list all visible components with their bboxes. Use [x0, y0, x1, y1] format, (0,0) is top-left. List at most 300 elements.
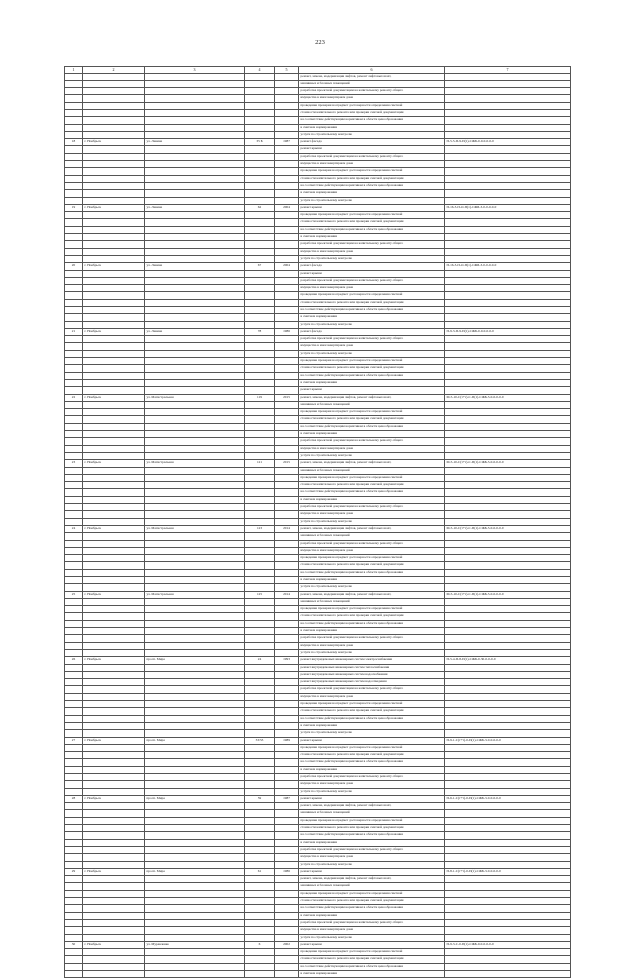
street-cell [145, 182, 245, 189]
building-code-cell [445, 613, 571, 620]
city-cell [83, 788, 145, 795]
table-row-continuation [65, 533, 571, 540]
building-code-cell [445, 496, 571, 503]
street-cell [145, 613, 245, 620]
row-number [65, 708, 83, 715]
table-row-continuation [65, 890, 571, 897]
house-number-cell [245, 197, 275, 204]
work-item-cell: имущества в многоквартирном доме [299, 854, 445, 861]
city-cell [83, 919, 145, 926]
building-code-cell [445, 708, 571, 715]
row-number [65, 613, 83, 620]
row-number [65, 401, 83, 408]
house-number-cell: 123 [245, 525, 275, 532]
street-cell [145, 832, 245, 839]
table-row-continuation [65, 496, 571, 503]
table-row-continuation [65, 234, 571, 241]
work-item-cell: имущества в многоквартирном доме [299, 161, 445, 168]
row-number: 24 [65, 525, 83, 532]
building-code-cell [445, 949, 571, 956]
row-number [65, 540, 83, 547]
building-code-cell [445, 343, 571, 350]
house-number-cell [245, 321, 275, 328]
year-cell [275, 635, 299, 642]
row-number [65, 861, 83, 868]
street-cell [145, 445, 245, 452]
year-cell [275, 606, 299, 613]
city-cell [83, 832, 145, 839]
year-cell [275, 161, 299, 168]
building-code-cell [445, 321, 571, 328]
row-number [65, 715, 83, 722]
house-number-cell [245, 671, 275, 678]
city-cell [83, 73, 145, 80]
year-cell: 1987 [275, 795, 299, 802]
city-cell [83, 117, 145, 124]
table-row-continuation [65, 686, 571, 693]
city-cell [83, 963, 145, 970]
street-cell [145, 88, 245, 95]
work-item-cell: стоимости капитального ремонта или проверки сметной документации [299, 219, 445, 226]
house-number-cell [245, 299, 275, 306]
street-cell [145, 803, 245, 810]
house-number-cell [245, 562, 275, 569]
street-cell [145, 890, 245, 897]
city-cell [83, 372, 145, 379]
work-item-cell: в сметном нормировании [299, 839, 445, 846]
house-number-cell [245, 956, 275, 963]
year-cell [275, 664, 299, 671]
street-cell [145, 387, 245, 394]
house-number-cell [245, 416, 275, 423]
year-cell: 2002 [275, 941, 299, 948]
year-cell: 2004 [275, 204, 299, 211]
house-number-cell [245, 722, 275, 729]
work-item-cell: стоимости капитального ремонта или проверки сметной документации [299, 416, 445, 423]
street-cell [145, 547, 245, 554]
city-cell [83, 438, 145, 445]
street-cell [145, 452, 245, 459]
work-item-cell: в сметном нормировании [299, 628, 445, 635]
year-cell [275, 788, 299, 795]
street-cell [145, 642, 245, 649]
row-number [65, 876, 83, 883]
city-cell: г. Ноябрьск [83, 263, 145, 270]
year-cell [275, 350, 299, 357]
house-number-cell [245, 445, 275, 452]
row-number [65, 854, 83, 861]
row-number [65, 817, 83, 824]
work-item-cell: машинных и блочных помещений [299, 533, 445, 540]
street-cell [145, 153, 245, 160]
building-code-cell [445, 285, 571, 292]
building-code-cell [445, 606, 571, 613]
work-item-cell: стоимости капитального ремонта или проверки сметной документации [299, 708, 445, 715]
house-number-cell [245, 861, 275, 868]
year-cell: 1986 [275, 328, 299, 335]
street-cell [145, 307, 245, 314]
building-code-cell [445, 146, 571, 153]
house-number-cell [245, 620, 275, 627]
street-cell [145, 270, 245, 277]
year-cell [275, 416, 299, 423]
street-cell [145, 109, 245, 116]
table-row-continuation [65, 401, 571, 408]
table-row [65, 263, 571, 270]
building-code-cell [445, 956, 571, 963]
row-number [65, 686, 83, 693]
street-cell [145, 277, 245, 284]
work-item-cell: на соответствие действующим нормативам в области ценообразования [299, 715, 445, 722]
building-code-cell [445, 540, 571, 547]
table-row-continuation [65, 146, 571, 153]
year-cell: 2014 [275, 525, 299, 532]
row-number [65, 774, 83, 781]
table-row-continuation [65, 949, 571, 956]
year-cell [275, 285, 299, 292]
city-cell [83, 708, 145, 715]
street-cell [145, 431, 245, 438]
building-code-cell [445, 635, 571, 642]
city-cell [83, 671, 145, 678]
row-number: 18 [65, 139, 83, 146]
year-cell [275, 576, 299, 583]
row-number: 22 [65, 394, 83, 401]
table-row-continuation [65, 314, 571, 321]
year-cell [275, 467, 299, 474]
work-item-cell: на соответствие действующим нормативам в области ценообразования [299, 117, 445, 124]
year-cell: 2004 [275, 263, 299, 270]
year-cell [275, 175, 299, 182]
year-cell [275, 898, 299, 905]
table-row-continuation [65, 336, 571, 343]
street-cell: просп. Мира [145, 795, 245, 802]
city-cell: г. Ноябрьск [83, 795, 145, 802]
house-number-cell [245, 241, 275, 248]
building-code-cell: П-16-3-П-О-П(1)-СЖБ-3-0-0-0-0-0 [445, 263, 571, 270]
year-cell [275, 540, 299, 547]
street-cell [145, 241, 245, 248]
city-cell [83, 598, 145, 605]
street-cell [145, 365, 245, 372]
row-number [65, 620, 83, 627]
table-row-continuation [65, 613, 571, 620]
table-row [65, 139, 571, 146]
house-number-cell [245, 817, 275, 824]
table-row-continuation [65, 88, 571, 95]
building-code-cell [445, 255, 571, 262]
city-cell [83, 445, 145, 452]
building-code-cell [445, 423, 571, 430]
year-cell [275, 963, 299, 970]
row-number [65, 496, 83, 503]
house-number-cell [245, 839, 275, 846]
street-cell [145, 825, 245, 832]
table-row-continuation [65, 182, 571, 189]
street-cell [145, 131, 245, 138]
table-row-continuation [65, 409, 571, 416]
street-cell [145, 343, 245, 350]
year-cell [275, 620, 299, 627]
work-item-cell: услуги по строительному контролю [299, 518, 445, 525]
row-number [65, 598, 83, 605]
row-number [65, 153, 83, 160]
table-row [65, 737, 571, 744]
row-number: 27 [65, 737, 83, 744]
building-code-cell [445, 175, 571, 182]
city-cell [83, 212, 145, 219]
building-code-cell [445, 336, 571, 343]
building-code-cell: П-6-1-С(т+т)-0-П(1)-СЖБ-3-0-0-0-0-0 [445, 795, 571, 802]
row-number [65, 190, 83, 197]
street-cell [145, 358, 245, 365]
city-cell: г. Ноябрьск [83, 328, 145, 335]
building-code-cell: М-5-10-С(т+т)-С-П(1)-СЖБ-3-0-0-0-0-0 [445, 394, 571, 401]
work-item-cell: ремонт, замена, модернизация лифтов, ремонт лифтовых шахт, [299, 876, 445, 883]
work-item-cell: имущества в многоквартирном доме [299, 781, 445, 788]
work-item-cell: на соответствие действующим нормативам в области ценообразования [299, 182, 445, 189]
row-number [65, 474, 83, 481]
street-cell [145, 146, 245, 153]
house-number-cell [245, 212, 275, 219]
building-code-cell [445, 576, 571, 583]
work-item-cell: разработка проектной документации на капитальному ремонту общего [299, 504, 445, 511]
year-cell [275, 314, 299, 321]
street-cell [145, 511, 245, 518]
year-cell [275, 482, 299, 489]
street-cell [145, 117, 245, 124]
work-item-cell: имущества в многоквартирном доме [299, 927, 445, 934]
year-cell [275, 336, 299, 343]
city-cell [83, 146, 145, 153]
city-cell [83, 452, 145, 459]
city-cell [83, 314, 145, 321]
table-row-continuation [65, 752, 571, 759]
table-row-continuation [65, 569, 571, 576]
city-cell [83, 277, 145, 284]
row-number [65, 846, 83, 853]
row-number [65, 890, 83, 897]
street-cell [145, 175, 245, 182]
work-item-cell: стоимости капитального ремонта или проверки сметной документации [299, 613, 445, 620]
year-cell [275, 511, 299, 518]
building-code-cell [445, 846, 571, 853]
building-code-cell [445, 372, 571, 379]
row-number [65, 562, 83, 569]
work-item-cell: на соответствие действующим нормативам в области ценообразования [299, 226, 445, 233]
building-code-cell [445, 292, 571, 299]
table-row-continuation [65, 379, 571, 386]
work-item-cell: услуги по строительному контролю [299, 321, 445, 328]
work-item-cell: разработка проектной документации на капитальному ремонту общего [299, 153, 445, 160]
building-code-cell [445, 489, 571, 496]
row-number: 25 [65, 591, 83, 598]
house-number-cell: 119 [245, 394, 275, 401]
year-cell [275, 766, 299, 773]
street-cell [145, 781, 245, 788]
work-item-cell: на соответствие действующим нормативам в области ценообразования [299, 372, 445, 379]
house-number-cell [245, 934, 275, 941]
year-cell [275, 555, 299, 562]
work-item-cell: разработка проектной документации на капитальному ремонту общего [299, 919, 445, 926]
street-cell [145, 766, 245, 773]
house-number-cell [245, 95, 275, 102]
table-row-continuation [65, 387, 571, 394]
street-cell [145, 102, 245, 109]
building-code-cell: П-5-5-П-9-П(1)-СЖБ-0-0-0-0-0-0 [445, 139, 571, 146]
building-code-cell [445, 810, 571, 817]
table-row-continuation [65, 343, 571, 350]
year-cell [275, 781, 299, 788]
street-cell [145, 533, 245, 540]
work-item-cell: ремонт крыши [299, 737, 445, 744]
table-row-continuation [65, 255, 571, 262]
building-code-cell [445, 584, 571, 591]
house-number-cell [245, 88, 275, 95]
building-code-cell [445, 730, 571, 737]
year-cell [275, 890, 299, 897]
year-cell [275, 452, 299, 459]
building-code-cell [445, 219, 571, 226]
row-number [65, 898, 83, 905]
house-number-cell [245, 846, 275, 853]
house-number-cell [245, 292, 275, 299]
table-row-continuation [65, 321, 571, 328]
row-number [65, 569, 83, 576]
work-item-cell: услуги по строительному контролю [299, 584, 445, 591]
street-cell: просп. Мира [145, 657, 245, 664]
street-cell: ул. Магистральная [145, 591, 245, 598]
street-cell: ул. Ленина [145, 139, 245, 146]
row-number [65, 88, 83, 95]
city-cell [83, 576, 145, 583]
city-cell: г. Ноябрьск [83, 737, 145, 744]
city-cell [83, 722, 145, 729]
city-cell: г. Ноябрьск [83, 868, 145, 875]
house-number-cell [245, 175, 275, 182]
table-row [65, 795, 571, 802]
city-cell [83, 744, 145, 751]
street-cell [145, 664, 245, 671]
city-cell [83, 956, 145, 963]
work-item-cell: на соответствие действующим нормативам в области ценообразования [299, 832, 445, 839]
building-code-cell [445, 102, 571, 109]
year-cell [275, 883, 299, 890]
year-cell [275, 861, 299, 868]
table-row [65, 868, 571, 875]
work-item-cell: в сметном нормировании [299, 971, 445, 978]
row-number [65, 161, 83, 168]
house-number-cell [245, 467, 275, 474]
work-item-cell: имущества в многоквартирном доме [299, 547, 445, 554]
building-code-cell [445, 409, 571, 416]
row-number [65, 343, 83, 350]
row-number [65, 131, 83, 138]
city-cell [83, 307, 145, 314]
house-number-cell [245, 504, 275, 511]
street-cell [145, 679, 245, 686]
table-row-continuation [65, 452, 571, 459]
house-number-cell [245, 423, 275, 430]
street-cell [145, 569, 245, 576]
year-cell [275, 88, 299, 95]
year-cell [275, 817, 299, 824]
city-cell [83, 861, 145, 868]
year-cell [275, 234, 299, 241]
city-cell [83, 562, 145, 569]
work-item-cell: на соответствие действующим нормативам в области ценообразования [299, 489, 445, 496]
row-number [65, 365, 83, 372]
table-row-continuation [65, 810, 571, 817]
house-number-cell: 125 [245, 591, 275, 598]
year-cell [275, 248, 299, 255]
row-number [65, 825, 83, 832]
row-number [65, 679, 83, 686]
header-cell: 3 [145, 67, 245, 74]
row-number [65, 781, 83, 788]
work-item-cell: имущества в многоквартирном доме [299, 511, 445, 518]
row-number [65, 445, 83, 452]
work-item-cell: имущества в многоквартирном доме [299, 95, 445, 102]
year-cell [275, 73, 299, 80]
house-number-cell [245, 642, 275, 649]
row-number [65, 839, 83, 846]
house-number-cell [245, 971, 275, 978]
table-row-continuation [65, 927, 571, 934]
row-number [65, 219, 83, 226]
house-number-cell [245, 679, 275, 686]
house-number-cell [245, 270, 275, 277]
work-item-cell: стоимости капитального ремонта или проверки сметной документации [299, 109, 445, 116]
year-cell [275, 117, 299, 124]
row-number [65, 350, 83, 357]
street-cell [145, 934, 245, 941]
street-cell [145, 744, 245, 751]
row-number [65, 175, 83, 182]
row-number [65, 467, 83, 474]
year-cell: 2015 [275, 460, 299, 467]
city-cell [83, 686, 145, 693]
street-cell [145, 620, 245, 627]
row-number [65, 277, 83, 284]
building-code-cell [445, 533, 571, 540]
year-cell [275, 832, 299, 839]
city-cell [83, 496, 145, 503]
table-row-continuation [65, 934, 571, 941]
work-item-cell: услуги по строительному контролю [299, 197, 445, 204]
work-item-cell: разработка проектной документации на капитальному ремонту общего [299, 540, 445, 547]
row-number [65, 358, 83, 365]
table-row-continuation [65, 277, 571, 284]
house-number-cell [245, 285, 275, 292]
city-cell [83, 423, 145, 430]
row-number [65, 292, 83, 299]
table-row-continuation [65, 307, 571, 314]
row-number [65, 956, 83, 963]
row-number [65, 431, 83, 438]
building-code-cell [445, 109, 571, 116]
table-row-continuation [65, 365, 571, 372]
table-row-continuation [65, 876, 571, 883]
house-number-cell [245, 752, 275, 759]
city-cell [83, 343, 145, 350]
work-item-cell: проведение проверки на предмет достоверности определения сметной [299, 949, 445, 956]
year-cell [275, 759, 299, 766]
building-code-cell: М-5-10-С(т+т)-С-П(1)-СЖБ-3-0-0-0-0-0 [445, 460, 571, 467]
table-row-continuation [65, 664, 571, 671]
street-cell [145, 379, 245, 386]
building-code-cell [445, 854, 571, 861]
